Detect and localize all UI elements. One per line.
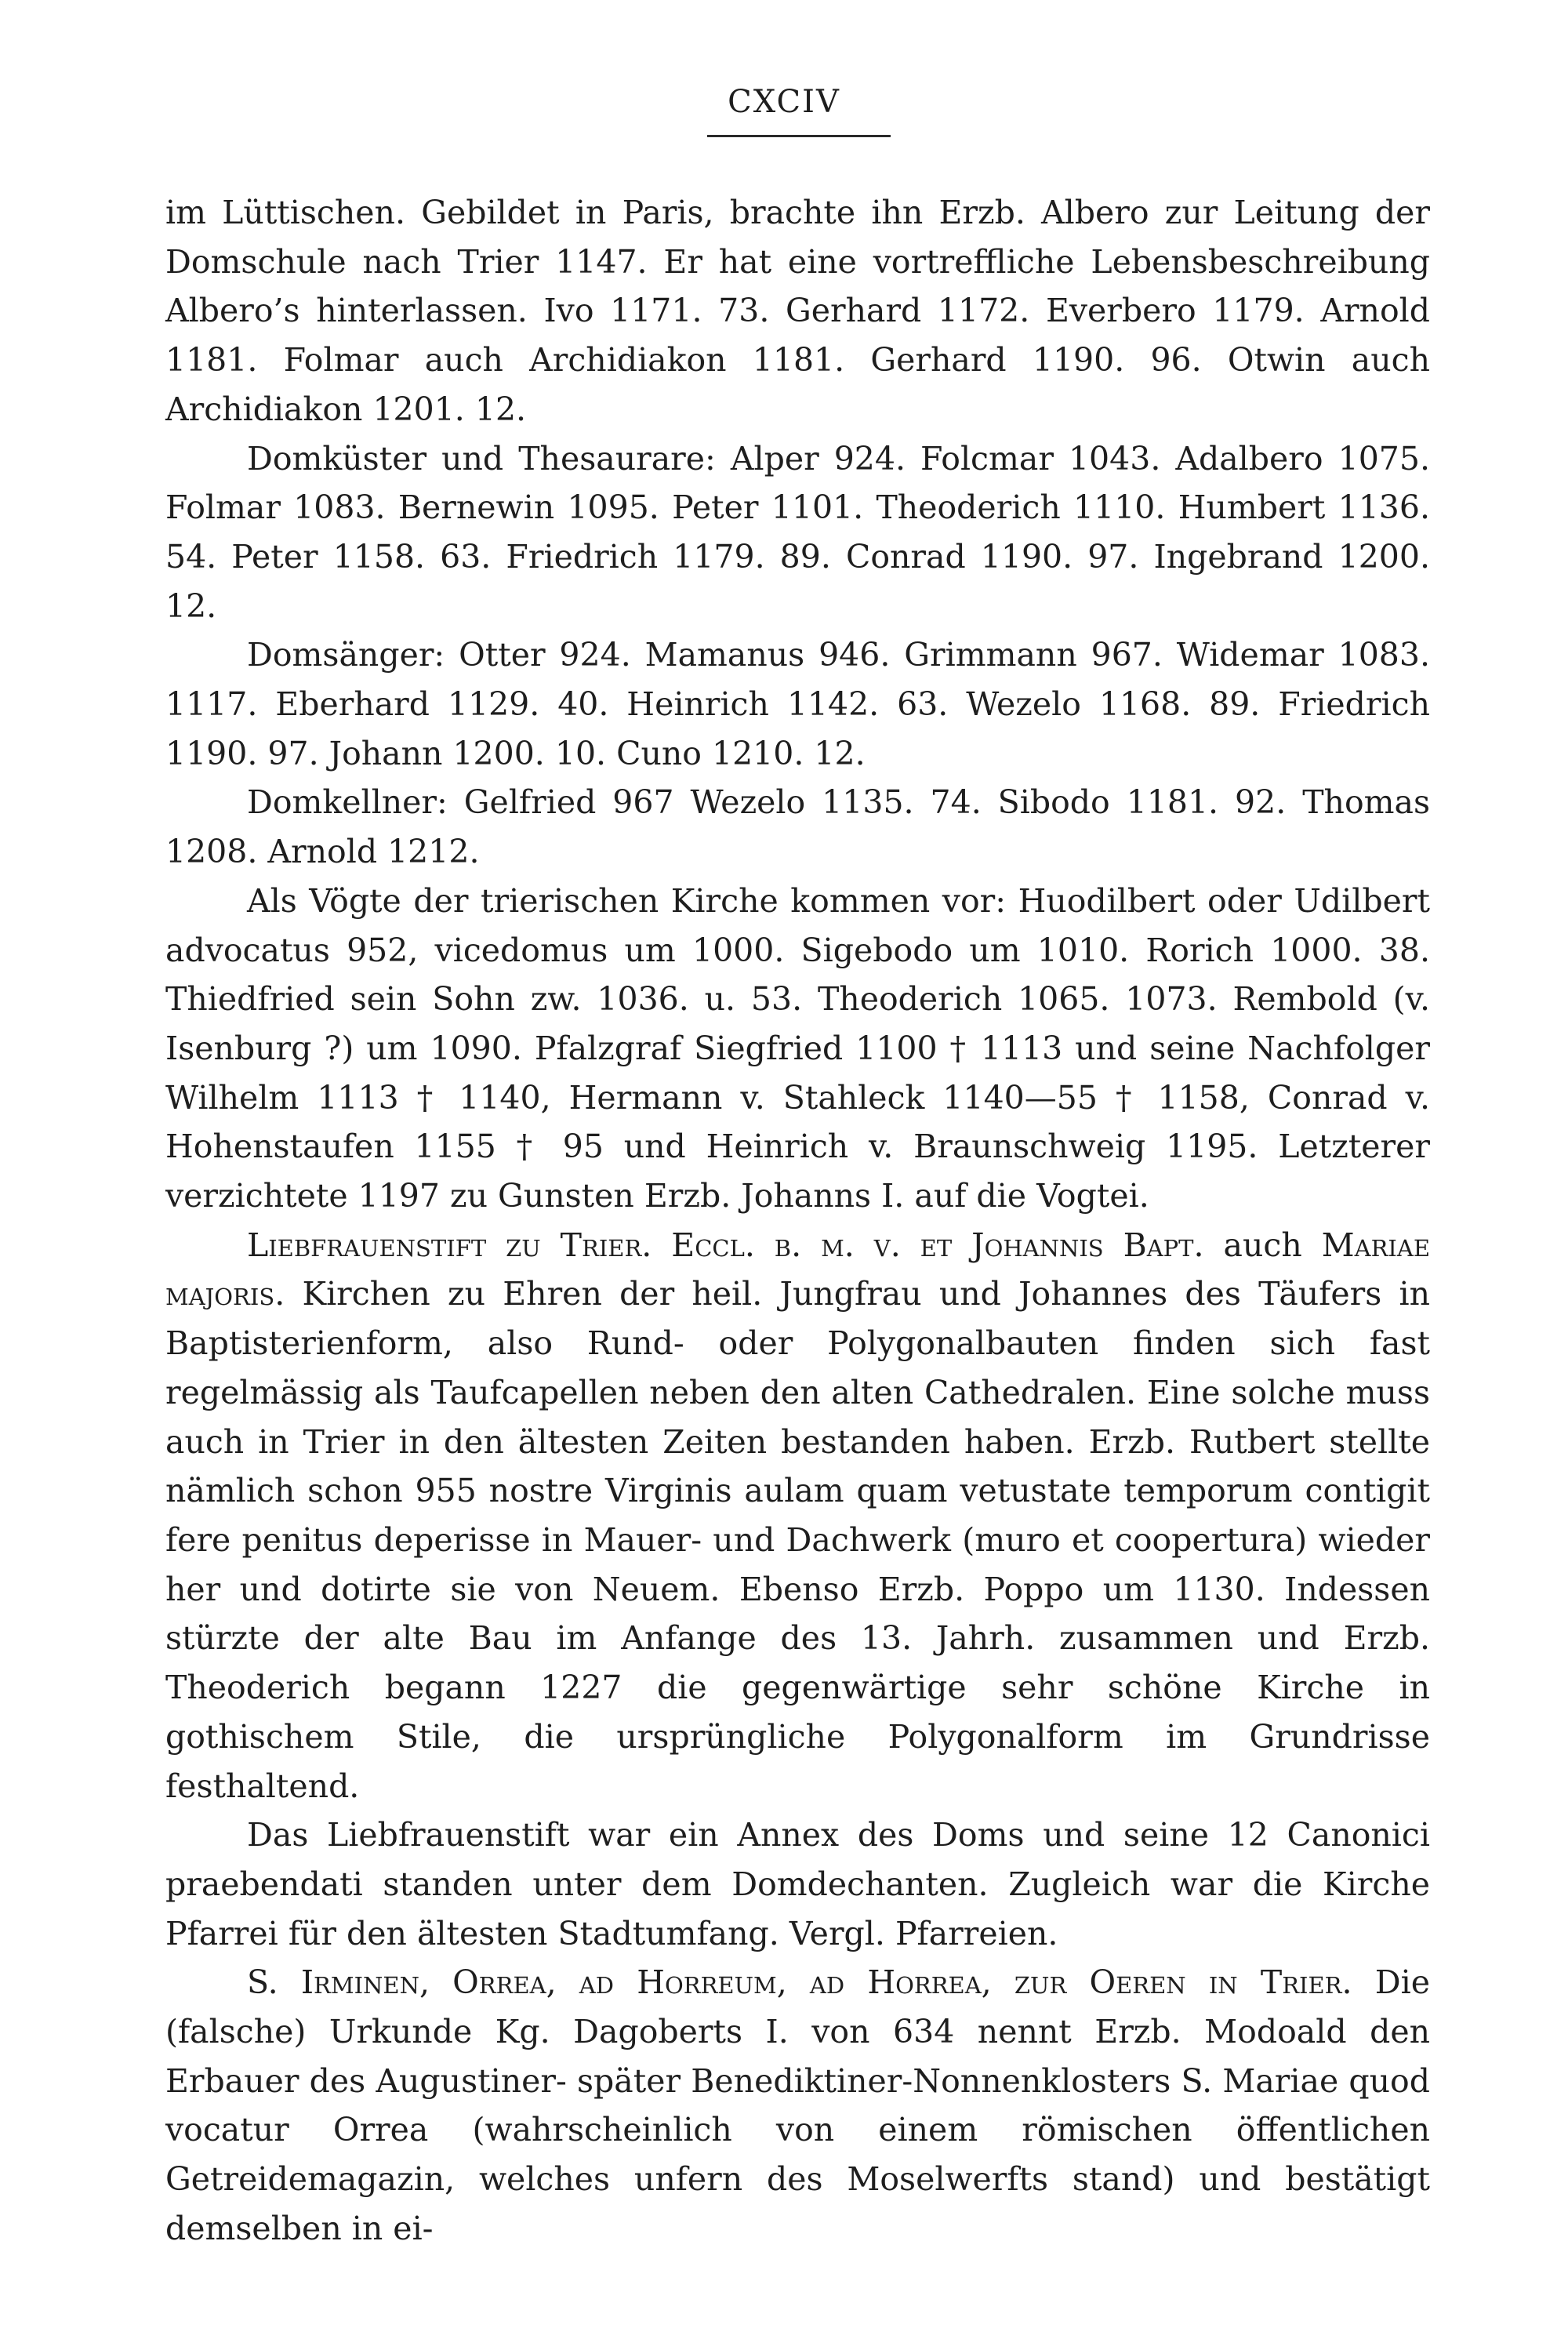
paragraph-domsaenger: Domsänger: Otter 924. Mamanus 946. Grimmann 967. Widemar 1083. 1117. Eberhard 1129. 40. Heinrich 1142. 63. Wezelo 1168. 89. Friedrich 1190. 97. Johann 1200. 10. Cuno 1210. 12. bbox=[165, 636, 1430, 772]
section-heading-irminen: S. Irminen, Orrea, ad Horreum, ad Horrea, zur Oeren in Trier. bbox=[247, 1963, 1352, 2002]
page-number: CXCIV bbox=[728, 84, 840, 120]
heading-connector: auch bbox=[1203, 1226, 1322, 1264]
paragraph-irminen bbox=[165, 1958, 1430, 2253]
section-heading-mariae-majoris: Mariae majoris. bbox=[165, 1226, 1430, 1313]
paragraph-liebfrauenstift-annex: Das Liebfrauenstift war ein Annex des Doms und seine 12 Canonici praebendati standen unter dem Domdechanten. Zugleich war die Kirche Pfarrei für den ältesten Stadtumfang. Vergl. Pfarreien. bbox=[165, 1816, 1430, 1952]
paragraph-liebfrauenstift bbox=[165, 1221, 1430, 1811]
paragraph-voegte: Als Vögte der trierischen Kirche kommen vor: Huodilbert oder Udilbert advocatus 952, vicedomus um 1000. Sigebodo um 1010. Rorich 1000. 38. Thiedfried sein Sohn zw. 1036. u. 53. Theoderich 1065. 1073. Rembold (v. Isenburg ?) um 1090. Pfalzgraf Siegfried 1100 † 1113 und seine Nachfolger Wilhelm 1113 † 1140, Hermann v. Stahleck 1140—55 † 1158, Conrad v. Hohenstaufen 1155 † 95 und Heinrich v. Braunschweig 1195. Letzterer verzichtete 1197 zu Gunsten Erzb. Johanns I. auf die Vogtei. bbox=[165, 881, 1430, 1215]
paragraph-cathedral-scholasters: im Lüttischen. Gebildet in Paris, brachte ihn Erzb. Albero zur Leitung der Domschule nach Trier 1147. Er hat eine vortreffliche Lebensbeschreibung Albero’s hinterlassen. Ivo 1171. 73. Gerhard 1172. Everbero 1179. Arnold 1181. Folmar auch Archidiakon 1181. Gerhard 1190. 96. Otwin auch Archidiakon 1201. 12. bbox=[165, 194, 1430, 428]
paragraph-domkellner: Domkellner: Gelfried 967 Wezelo 1135. 74. Sibodo 1181. 92. Thomas 1208. Arnold 1212. bbox=[165, 783, 1430, 871]
paragraph-domkuester: Domküster und Thesaurare: Alper 924. Folcmar 1043. Adalbero 1075. Folmar 1083. Bernewin 1095. Peter 1101. Theoderich 1110. Humbert 1136. 54. Peter 1158. 63. Friedrich 1179. 89. Conrad 1190. 97. Ingebrand 1200. 12. bbox=[165, 439, 1430, 625]
body-text bbox=[165, 188, 1430, 2254]
header-rule bbox=[707, 135, 891, 137]
section-heading-liebfrauenstift: Liebfrauenstift zu Trier. Eccl. b. m. v. et Johannis Bapt. bbox=[247, 1226, 1204, 1264]
irminen-text: Die (falsche) Urkunde Kg. Dagoberts I. von 634 nennt Erzb. Modoald den Erbauer des Augustiner- später Benediktiner-Nonnenklosters S. Mariae quod vocatur Orrea (wahrscheinlich von einem römischen öffentlichen Getreidemagazin, welches unfern des Moselwerfts stand) und bestätigt demselben in ei- bbox=[165, 1963, 1431, 2247]
liebfrauenstift-text: Kirchen zu Ehren der heil. Jungfrau und Johannes des Täufers in Baptisterienform, also Rund- oder Polygonalbauten finden sich fast regelmässig als Taufcapellen neben den alten Cathedralen. Eine solche muss auch in Trier in den ältesten Zeiten bestanden haben. Erzb. Rutbert stellte nämlich schon 955 nostre Virginis aulam quam vetustate temporum contigit fere penitus deperisse in Mauer- und Dachwerk (muro et coopertura) wieder her und dotirte sie von Neuem. Ebenso Erzb. Poppo um 1130. Indessen stürzte der alte Bau im Anfange des 13. Jahrh. zusammen und Erzb. Theoderich begann 1227 die gegenwärtige sehr schöne Kirche in gothischem Stile, die ursprüngliche Polygonalform im Grundrisse festhaltend. bbox=[165, 1275, 1430, 1805]
